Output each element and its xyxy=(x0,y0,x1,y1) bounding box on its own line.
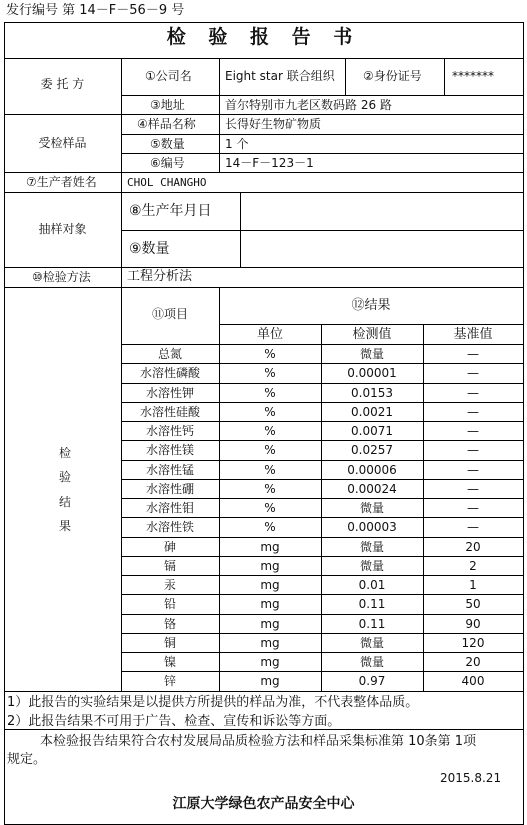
result-cell-value: 微量 xyxy=(359,655,384,669)
sampling-section-label: 抽样对象 xyxy=(38,222,87,236)
result-cell-value: 0.11 xyxy=(358,597,386,611)
result-cell-item: 水溶性锰 xyxy=(145,463,194,477)
result-cell-unit: % xyxy=(264,482,276,496)
result-cell-standard: 2 xyxy=(469,559,477,573)
result-cell-item: 总氮 xyxy=(157,347,182,361)
item-header: ⑪项目 xyxy=(151,307,188,321)
result-cell-standard: 20 xyxy=(465,540,481,554)
company-value: Eight star 联合组织 xyxy=(225,69,335,83)
address-value: 首尔特别市九老区数码路 26 路 xyxy=(225,98,392,112)
result-cell-standard: 50 xyxy=(465,597,481,611)
result-cell-item: 水溶性磷酸 xyxy=(139,366,200,380)
result-cell-unit: % xyxy=(264,463,276,477)
result-cell-value: 0.00001 xyxy=(347,366,397,380)
result-cell-item: 锌 xyxy=(163,674,176,688)
sample-qty-value: 1 个 xyxy=(225,137,249,151)
note-2: 2）此报告结果不可用于广告、检查、宣传和诉讼等方面。 xyxy=(7,714,341,729)
result-cell-item: 水溶性钙 xyxy=(145,424,194,438)
result-cell-standard: — xyxy=(467,520,479,534)
report-title: 检 验 报 告 书 xyxy=(166,26,361,48)
result-cell-value: 0.0021 xyxy=(351,405,393,419)
result-cell-standard: — xyxy=(467,366,479,380)
result-cell-unit: % xyxy=(264,424,276,438)
result-cell-item: 砷 xyxy=(163,540,176,554)
result-cell-item: 铅 xyxy=(163,597,176,611)
result-cell-item: 水溶性钾 xyxy=(145,386,194,400)
report-date: 2015.8.21 xyxy=(440,771,502,785)
result-cell-item: 镍 xyxy=(163,655,176,669)
results-char-4: 果 xyxy=(59,519,72,533)
result-cell-standard: — xyxy=(467,347,479,361)
result-header: ⑫结果 xyxy=(351,298,391,313)
result-cell-value: 微量 xyxy=(359,636,384,650)
result-cell-standard: — xyxy=(467,482,479,496)
result-cell-standard: 400 xyxy=(461,674,485,688)
result-cell-item: 铜 xyxy=(163,636,176,650)
result-cell-value: 微量 xyxy=(359,347,384,361)
result-cell-unit: mg xyxy=(260,655,280,669)
frame-top-line xyxy=(4,22,524,23)
result-cell-standard: 90 xyxy=(465,617,481,631)
result-cell-value: 0.01 xyxy=(358,578,386,592)
result-cell-standard: 1 xyxy=(469,578,477,592)
note-1: 1）此报告的实验结果是以提供方所提供的样品为准，不代表整体品质。 xyxy=(7,695,419,710)
result-cell-standard: 120 xyxy=(461,636,485,650)
result-cell-item: 水溶性钼 xyxy=(145,501,194,515)
result-cell-standard: — xyxy=(467,443,479,457)
results-char-2: 验 xyxy=(59,470,72,484)
standard-column-header: 基准值 xyxy=(453,327,493,342)
unit-column-header: 单位 xyxy=(256,327,283,342)
result-cell-unit: % xyxy=(264,443,276,457)
results-char-1: 检 xyxy=(59,446,72,460)
result-cell-value: 0.97 xyxy=(358,674,386,688)
result-cell-unit: % xyxy=(264,405,276,419)
client-section-label: 委 托 方 xyxy=(40,77,85,91)
result-cell-standard: 20 xyxy=(465,655,481,669)
result-cell-unit: % xyxy=(264,501,276,515)
result-cell-value: 0.00006 xyxy=(347,463,397,477)
result-cell-unit: mg xyxy=(260,636,280,650)
sample-name-value: 长得好生物矿物质 xyxy=(225,117,322,131)
sample-code-value: 14－F－123－1 xyxy=(225,156,314,170)
result-cell-standard: — xyxy=(467,405,479,419)
result-cell-item: 水溶性硅酸 xyxy=(139,405,200,419)
result-cell-unit: mg xyxy=(260,578,280,592)
result-cell-unit: mg xyxy=(260,597,280,611)
result-cell-item: 水溶性铁 xyxy=(145,520,194,534)
result-cell-item: 汞 xyxy=(163,578,176,592)
company-label: ①公司名 xyxy=(145,69,192,83)
result-cell-value: 微量 xyxy=(359,559,384,573)
issuer-name: 江原大学绿色农产品安全中心 xyxy=(172,796,355,812)
result-cell-unit: % xyxy=(264,520,276,534)
id-label: ②身份证号 xyxy=(363,69,422,83)
result-cell-unit: mg xyxy=(260,674,280,688)
sample-section-label: 受检样品 xyxy=(38,136,87,150)
issue-number: 发行编号 第 14－F－56－9 号 xyxy=(6,3,185,18)
result-cell-value: 0.00024 xyxy=(347,482,397,496)
result-cell-standard: — xyxy=(467,463,479,477)
method-label: ⑩检验方法 xyxy=(32,270,91,284)
statement-line-1: 本检验报告结果符合农村发展局品质检验方法和样品采集标准第 10条第 1项 xyxy=(40,734,477,749)
method-value: 工程分析法 xyxy=(127,269,193,284)
result-cell-value: 0.11 xyxy=(358,617,386,631)
result-cell-value: 0.0153 xyxy=(351,386,393,400)
result-cell-item: 水溶性镁 xyxy=(145,443,194,457)
result-cell-value: 0.0071 xyxy=(351,424,393,438)
id-value: ******* xyxy=(452,69,494,83)
statement-line-2: 规定。 xyxy=(7,752,47,767)
frame-right-line xyxy=(523,22,524,825)
result-cell-unit: % xyxy=(264,347,276,361)
sampling-qty-label: ⑨数量 xyxy=(129,241,170,257)
result-cell-unit: mg xyxy=(260,540,280,554)
result-cell-value: 微量 xyxy=(359,501,384,515)
production-date-label: ⑧生产年月日 xyxy=(129,203,212,219)
producer-label: ⑦生产者姓名 xyxy=(26,175,97,189)
producer-value: CHOL CHANGHO xyxy=(127,176,207,189)
result-cell-value: 微量 xyxy=(359,540,384,554)
result-cell-value: 0.0257 xyxy=(351,443,393,457)
result-cell-unit: mg xyxy=(260,617,280,631)
sample-code-label: ⑥编号 xyxy=(150,156,185,170)
result-cell-item: 铬 xyxy=(163,617,176,631)
result-cell-value: 0.00003 xyxy=(347,520,397,534)
result-cell-unit: % xyxy=(264,366,276,380)
result-cell-item: 镉 xyxy=(163,559,176,573)
result-cell-unit: % xyxy=(264,386,276,400)
sample-qty-label: ⑤数量 xyxy=(150,137,185,151)
result-cell-item: 水溶性硼 xyxy=(145,482,194,496)
result-cell-standard: — xyxy=(467,424,479,438)
sample-name-label: ④样品名称 xyxy=(137,117,196,131)
result-cell-unit: mg xyxy=(260,559,280,573)
result-cell-standard: — xyxy=(467,386,479,400)
value-column-header: 检测值 xyxy=(352,327,392,342)
results-char-3: 结 xyxy=(59,495,72,509)
result-cell-standard: — xyxy=(467,501,479,515)
address-label: ③地址 xyxy=(150,98,185,112)
